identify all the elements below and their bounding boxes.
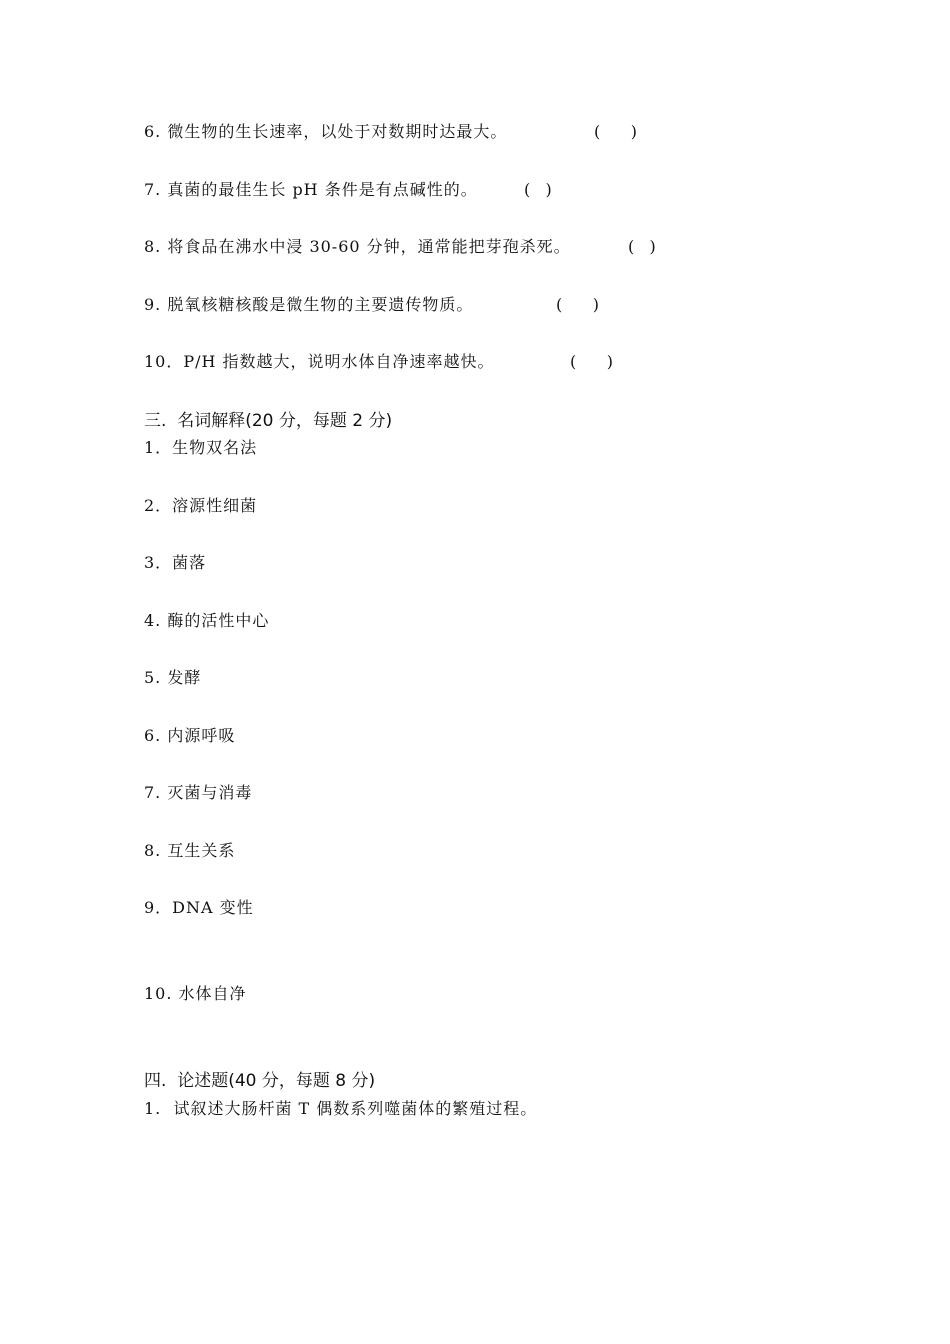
- answer-parentheses: ( ): [556, 295, 599, 314]
- definition-item: 1．生物双名法: [144, 438, 258, 457]
- answer-parentheses: ( ): [524, 180, 552, 199]
- definition-item: 8. 互生关系: [144, 841, 236, 860]
- definition-item: 6. 内源呼吸: [144, 726, 236, 745]
- definition-item: 2．溶源性细菌: [144, 496, 258, 515]
- answer-parentheses: ( ): [570, 352, 613, 371]
- answer-parentheses: ( ): [628, 237, 656, 256]
- definition-item: 9．DNA 变性: [144, 898, 254, 917]
- definition-item: 7. 灭菌与消毒: [144, 783, 253, 802]
- definition-item: 3．菌落: [144, 553, 207, 572]
- tf-item: 6. 微生物的生长速率，以处于对数期时达最大。: [144, 122, 508, 141]
- definition-item: 4. 酶的活性中心: [144, 611, 270, 630]
- tf-item: 10．P/H 指数越大，说明水体自净速率越快。: [144, 352, 495, 371]
- section-heading-essay: 四. 论述题(40 分，每题 8 分): [144, 1071, 376, 1091]
- definition-item: 10. 水体自净: [144, 984, 247, 1003]
- tf-item: 9. 脱氧核糖核酸是微生物的主要遗传物质。: [144, 295, 474, 314]
- answer-parentheses: ( ): [594, 122, 637, 141]
- tf-item: 7. 真菌的最佳生长 pH 条件是有点碱性的。: [144, 180, 478, 199]
- definition-item: 5. 发酵: [144, 668, 202, 687]
- essay-item: 1. 试叙述大肠杆菌 T 偶数系列噬菌体的繁殖过程。: [144, 1099, 538, 1118]
- section-heading-definitions: 三. 名词解释(20 分，每题 2 分): [144, 411, 393, 431]
- tf-item: 8. 将食品在沸水中浸 30-60 分钟，通常能把芽孢杀死。: [144, 237, 571, 256]
